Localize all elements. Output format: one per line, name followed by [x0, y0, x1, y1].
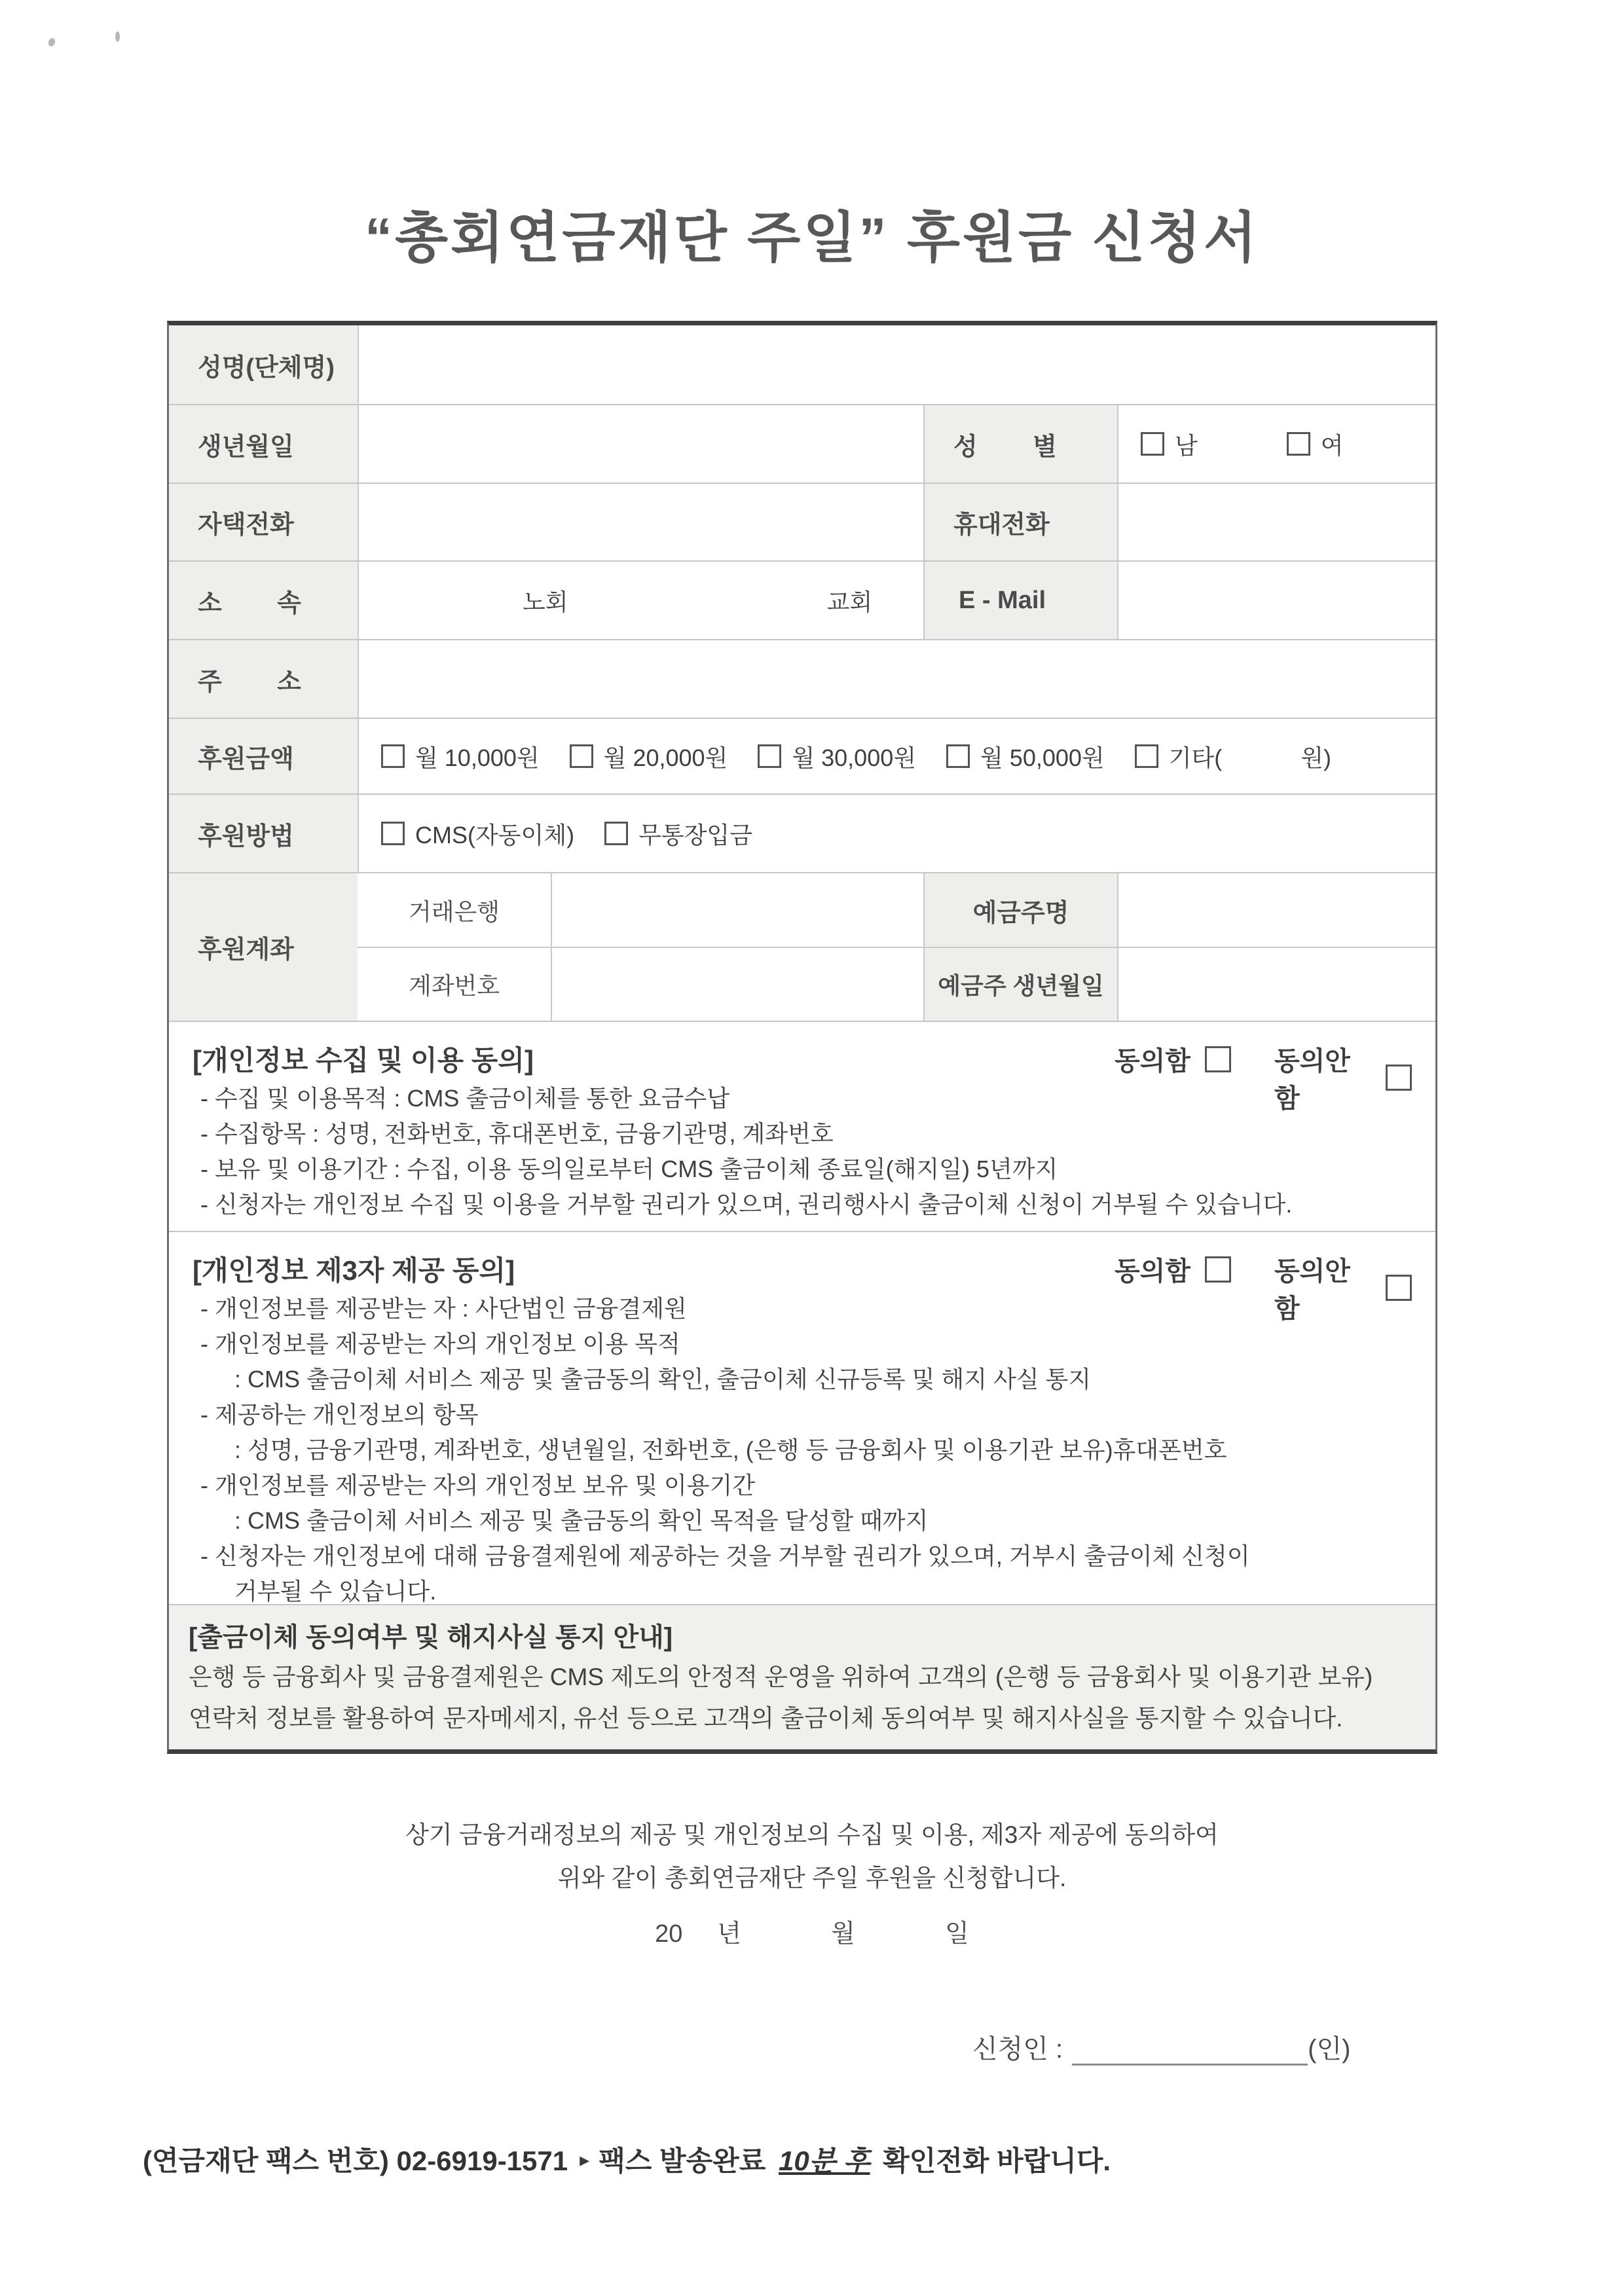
- amount-10000-checkbox[interactable]: [381, 744, 405, 768]
- form-table: [167, 321, 1437, 1754]
- seal-label: (인): [1308, 2035, 1351, 2064]
- address-label: 주 소: [169, 640, 358, 718]
- row-account: [169, 872, 1435, 1021]
- consent2-agree-label: 동의함: [1115, 1257, 1190, 1286]
- consent2-item: - 개인정보를 제공받는 자 : 사단법인 금융결제원: [200, 1295, 687, 1322]
- birth-input-cell[interactable]: [358, 405, 923, 483]
- consent1-disagree-label: 동의안함: [1274, 1047, 1350, 1113]
- method-bank-option[interactable]: [604, 817, 752, 850]
- affiliation-label: 소 속: [169, 562, 358, 639]
- amount-other-prefix: 기타(: [1168, 744, 1223, 771]
- gender-label: 성 별: [923, 405, 1117, 483]
- presbytery-suffix: 노회: [523, 588, 568, 615]
- fax-number: (연금재단 팩스 번호) 02-6919-1571: [143, 2145, 568, 2176]
- method-cms-label: CMS(자동이체): [415, 821, 575, 848]
- bank-label: 거래은행: [408, 898, 500, 925]
- row-phones: [169, 483, 1435, 560]
- affiliation-input-cell[interactable]: [358, 562, 923, 639]
- amount-10000-label: 월 10,000원: [415, 744, 540, 771]
- gender-male-checkbox[interactable]: [1141, 432, 1164, 456]
- church-suffix: 교회: [826, 588, 873, 615]
- amount-option-30000[interactable]: [758, 740, 916, 773]
- consent2-disagree-checkbox[interactable]: [1386, 1275, 1412, 1301]
- signer-label: 신청인 :: [972, 2035, 1063, 2064]
- account-no-label: 계좌번호: [408, 972, 500, 999]
- consent2-heading: [개인정보 제3자 제공 동의]: [193, 1255, 515, 1286]
- consent1-item: - 신청자는 개인정보 수집 및 이용을 거부할 권리가 있으며, 권리행사시 출금이체 신청이 거부될 수 있습니다.: [200, 1191, 1293, 1218]
- method-bank-checkbox[interactable]: [604, 822, 628, 845]
- home-phone-label: 자택전화: [169, 484, 358, 560]
- amount-option-other[interactable]: [1135, 740, 1331, 773]
- consent1-heading: [개인정보 수집 및 이용 동의]: [193, 1045, 534, 1076]
- amount-30000-checkbox[interactable]: [758, 744, 781, 768]
- consent1-disagree-checkbox[interactable]: [1386, 1065, 1412, 1091]
- gender-female-option[interactable]: [1287, 428, 1344, 461]
- account-no-input-cell[interactable]: [551, 948, 923, 1021]
- consent1-section: [169, 1021, 1435, 1231]
- mobile-phone-input-cell[interactable]: [1117, 484, 1435, 560]
- consent2-section: [169, 1231, 1435, 1604]
- holder-birth-label: 예금주 생년월일: [923, 948, 1117, 1021]
- gender-female-checkbox[interactable]: [1287, 432, 1310, 456]
- amount-other-suffix: 원): [1301, 744, 1331, 771]
- notice-section: [169, 1604, 1435, 1749]
- signer-line: [972, 2028, 1350, 2066]
- consent2-agree-checkbox[interactable]: [1205, 1256, 1231, 1283]
- name-label: 성명(단체명): [169, 325, 358, 404]
- consent1-agree-checkbox[interactable]: [1205, 1046, 1231, 1072]
- mobile-phone-label: 휴대전화: [923, 484, 1117, 560]
- scan-speck: [115, 31, 120, 42]
- consent2-disagree[interactable]: [1274, 1250, 1412, 1325]
- consent2-item: : CMS 출금이체 서비스 제공 및 출금동의 확인, 출금이체 신규등록 및 해지 사실 통지: [234, 1366, 1092, 1393]
- home-phone-input-cell[interactable]: [358, 484, 923, 560]
- arrow-right-icon: ▸: [580, 2149, 590, 2171]
- signer-signature-field[interactable]: [1072, 2035, 1308, 2066]
- consent2-item: : CMS 출금이체 서비스 제공 및 출금동의 확인 목적을 달성할 때까지: [234, 1507, 929, 1534]
- consent2-item: : 성명, 금융기관명, 계좌번호, 생년월일, 전화번호, (은행 등 금융회사 및 이용기관 보유)휴대폰번호: [234, 1436, 1227, 1463]
- consent2-item: 거부될 수 있습니다.: [234, 1578, 437, 1605]
- notice-heading: [출금이체 동의여부 및 해지사실 통지 안내]: [189, 1623, 673, 1652]
- amount-20000-checkbox[interactable]: [570, 744, 593, 768]
- gender-male-label: 남: [1175, 431, 1198, 459]
- consent1-agree[interactable]: [1115, 1040, 1231, 1078]
- closing-line-1: 상기 금융거래정보의 제공 및 개인정보의 수집 및 이용, 제3자 제공에 동의하여: [405, 1821, 1219, 1848]
- consent1-item: - 보유 및 이용기간 : 수집, 이용 동의일로부터 CMS 출금이체 종료일(해지일) 5년까지: [200, 1156, 1058, 1182]
- name-input-cell[interactable]: [358, 325, 1435, 404]
- row-address: [169, 639, 1435, 718]
- fax-instruction: [143, 2140, 1111, 2179]
- consent2-item: - 개인정보를 제공받는 자의 개인정보 보유 및 이용기간: [200, 1472, 756, 1499]
- consent1-item: - 수집항목 : 성명, 전화번호, 휴대폰번호, 금융기관명, 계좌번호: [200, 1120, 834, 1147]
- birth-label: 생년월일: [169, 405, 358, 483]
- amount-20000-label: 월 20,000원: [603, 744, 728, 771]
- method-bank-label: 무통장입금: [638, 821, 752, 848]
- amount-options-cell: [358, 719, 1435, 793]
- consent1-agree-label: 동의함: [1115, 1047, 1190, 1076]
- page-title: “총회연금재단 주일” 후원금 신청서: [364, 207, 1260, 268]
- holder-birth-input-cell[interactable]: [1117, 948, 1435, 1021]
- method-cms-checkbox[interactable]: [381, 822, 405, 845]
- amount-option-20000[interactable]: [570, 740, 728, 773]
- gender-options-cell: [1117, 405, 1435, 483]
- row-amount: [169, 718, 1435, 793]
- scan-speck: [47, 37, 56, 48]
- row-affiliation: [169, 560, 1435, 639]
- email-input-cell[interactable]: [1117, 562, 1435, 639]
- method-label: 후원방법: [169, 795, 358, 872]
- account-label: 후원계좌: [169, 873, 358, 1021]
- consent2-item: - 개인정보를 제공받는 자의 개인정보 이용 목적: [200, 1330, 680, 1357]
- amount-50000-label: 월 50,000원: [980, 744, 1105, 771]
- amount-50000-checkbox[interactable]: [946, 744, 970, 768]
- row-bank: [358, 873, 1435, 947]
- method-cms-option[interactable]: [381, 817, 574, 850]
- method-options-cell: [358, 795, 1435, 872]
- holder-label: 예금주명: [923, 873, 1117, 947]
- consent2-item: - 제공하는 개인정보의 항목: [200, 1401, 479, 1428]
- email-label: E - Mail: [923, 562, 1117, 639]
- address-input-cell[interactable]: [358, 640, 1435, 718]
- consent2-agree[interactable]: [1115, 1250, 1231, 1288]
- gender-male-option[interactable]: [1141, 428, 1198, 461]
- notice-line: 연락처 정보를 활용하여 문자메세지, 유선 등으로 고객의 출금이체 동의여부 및 해지사실을 통지할 수 있습니다.: [189, 1705, 1343, 1732]
- notice-line: 은행 등 금융회사 및 금융결제원은 CMS 제도의 안정적 운영을 위하여 고객의 (은행 등 금융회사 및 이용기관 보유): [189, 1664, 1373, 1690]
- amount-option-10000[interactable]: [381, 740, 540, 773]
- bank-input-cell[interactable]: [551, 873, 923, 947]
- row-birth-gender: [169, 404, 1435, 483]
- gender-female-label: 여: [1320, 431, 1344, 459]
- consent2-item: - 신청자는 개인정보에 대해 금융결제원에 제공하는 것을 거부할 권리가 있으며, 거부시 출금이체 신청이: [200, 1542, 1250, 1569]
- amount-option-50000[interactable]: [946, 740, 1105, 773]
- fax-tail: 확인전화 바랍니다.: [883, 2145, 1111, 2176]
- amount-30000-label: 월 30,000원: [792, 744, 917, 771]
- row-account-number: [358, 947, 1435, 1021]
- fax-mid: 팩스 발송완료: [599, 2145, 766, 2176]
- row-name: [169, 325, 1435, 404]
- amount-other-checkbox[interactable]: [1135, 744, 1158, 768]
- fax-emphasis: 10분 후: [778, 2145, 870, 2176]
- consent1-item: - 수집 및 이용목적 : CMS 출금이체를 통한 요금수납: [200, 1085, 729, 1112]
- amount-label: 후원금액: [169, 719, 358, 793]
- holder-input-cell[interactable]: [1117, 873, 1435, 947]
- consent1-disagree[interactable]: [1274, 1040, 1412, 1115]
- row-method: [169, 793, 1435, 872]
- closing-line-2: 위와 같이 총회연금재단 주일 후원을 신청합니다.: [557, 1865, 1067, 1891]
- consent2-disagree-label: 동의안함: [1274, 1257, 1350, 1323]
- date-line[interactable]: 20 년 월 일: [655, 1920, 969, 1948]
